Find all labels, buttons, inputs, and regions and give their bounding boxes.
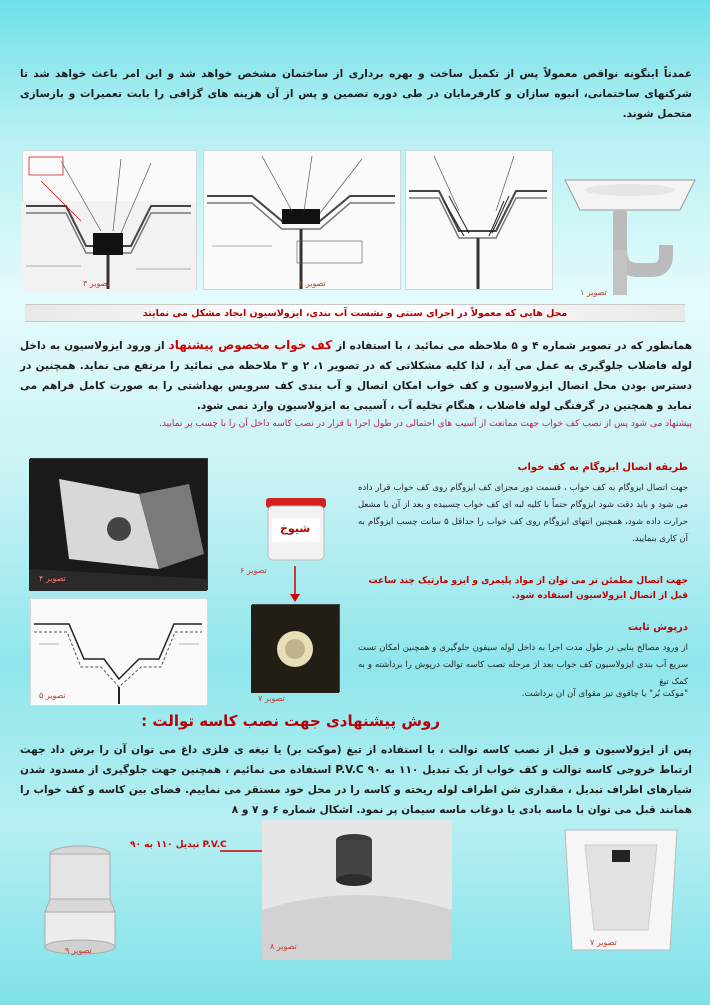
drain-cap-photo [252, 604, 340, 692]
figure-caption: تصویر ۹ [65, 946, 92, 955]
bottom-paragraph: پس از ایزولاسیون و قبل از نصب کاسه توالت ، با استفاده از تیغ (موکت بر) یا تیغه ی فلزی داغ می توان آن را برش داد جهت ارتباط خروجی کاسه توالت و کف خواب از یک تبدیل ۱۱۰ به ۹۰ P.V.C استفاده می نمائیم ، همچنین جهت جلوگیری از مسدود شدن شیارهای اطراف تبدیل ، مقداری شن اطراف لوله ریخته و کاسه را در محل خود مستقر می نماییم. فضای بین کاسه و کف خواب را همانند قبل می توان با ماسه بادی یا دوغاب ماسه سیمان پر نمود. اشکال شماره ۶ و ۷ و ۸ [20, 744, 693, 816]
section-heading: روش پیشنهادی جهت نصب کاسه توالت : [141, 712, 440, 730]
toilet-installation-photo [262, 820, 452, 960]
main-para-highlight: کف خواب مخصوص پیشنهاد [168, 338, 333, 352]
right-heading-3: درپوش ثابت [627, 622, 688, 633]
drain-cap-art [251, 605, 339, 693]
sectional-diagram-3 [404, 151, 552, 291]
right-text-3: "موکت بُر" یا چاقوی تیز مقوای آن ان برداشت. [521, 689, 688, 699]
right-text-1: جهت اتصال ایزوگام به کف خواب ، قسمت دور مجزای کف ایزوگام روی کف خواب قرار داده می شود و باید دقت شود ایزوگام حتماً با کلیه لبه ای کف خواب چسبیده و بعد از آن با مشعل حرارت داده شود، همچنین انتهای ایزوگام روی کف خواب را حداقل ۵ سانت چسب ایزوگام به آن کاری بنمایید. [358, 483, 688, 544]
pvc-reducer-photo [35, 842, 125, 957]
installation-photo [30, 458, 208, 590]
figure-caption: تصویر ۶ [240, 566, 267, 575]
figure-caption: تصویر ۴ [39, 574, 66, 583]
pvc-reducer-art [35, 842, 125, 957]
figure-caption: تصویر ۸ [270, 942, 297, 951]
right-heading-1: طریقه اتصال ایزوگام به کف خواب [517, 462, 688, 473]
jar-label: شیوخ [280, 522, 311, 535]
diagram-panel-middle [203, 150, 401, 290]
sectional-diagram-1 [21, 151, 196, 291]
floor-drain-product [560, 160, 700, 300]
figure-caption: تصویر ۷ [590, 938, 617, 947]
main-para-after: از ورود ایزولاسیون به داخل لوله فاضلاب جلوگیری به عمل می آید ، لذا کلیه مشکلاتی که در تصویر ۱، ۲ و ۳ ملاحظه می نمائید را مرتفع می نماید. همچنین در دسترس بودن محل اتصال ایزولاسیون و کف خواب امکان اتصال و آب بندی کف سرویس بهداشتی را به صورت کامل فراهم می نماید و همچنین در گرفتگی لوله فاضلاب ، هنگام تخلیه آب ، آسیبی به ایزولاسیون وارد نمی شود. [20, 340, 692, 412]
cross-section-diagram [30, 598, 208, 706]
installation-photo-art [29, 459, 207, 591]
toilet-bowl-art [560, 820, 682, 960]
figure-caption: تصویر ۷ [258, 694, 285, 703]
sectional-diagram-2 [202, 151, 400, 291]
toilet-bowl-photo [560, 820, 682, 960]
note-paragraph: پیشنهاد می شود پس از نصب کف خواب جهت ممانعت از آسیب های احتمالی در طول اجرا با قرار در نصب کاسه داخل آن را با چسب پر نمایید. [159, 419, 692, 429]
main-para-before: همانطور که در تصویر شماره ۴ و ۵ ملاحظه می نمائید ، با استفاده از [336, 340, 692, 352]
toilet-installation-art [262, 820, 452, 960]
floor-drain-illustration [560, 160, 700, 300]
main-paragraph [20, 335, 692, 416]
figure-caption: تصویر ۵ [39, 691, 66, 700]
figure-caption: تصویر ۲ [299, 279, 326, 288]
figure-caption: تصویر ۳ [83, 279, 110, 288]
problem-caption-strip: محل هایی که معمولاً در اجرای سنتی و نشست آب بندی، ایزولاسیون ایجاد مشکل می نمایند [25, 304, 685, 322]
pvc-reducer-label: تبدیل ۱۱۰ به ۹۰ P.V.C [130, 840, 227, 850]
intro-paragraph: عمدتاً اینگونه نواقص معمولاً پس از تکمیل ساخت و بهره برداری از ساختمان مشخص خواهد شد و این امر باعث خواهد شد تا شرکتهای ساختمانی، انبوه سازان و کارفرمایان در طی دوره تضمین و پس از آن هزینه های گزافی را بابت تعمیرات و بازسازی متحمل شوند. [20, 68, 692, 120]
diagram-panel-right [405, 150, 553, 290]
sealant-jar [262, 492, 330, 564]
right-heading-2: جهت اتصال مطمئن تر می توان از مواد پلیمری و ایزو مارتیک چند ساعت قبل از اتصال ایزولاسیون استفاده شود. [368, 576, 688, 601]
diagram-panel-left [22, 150, 197, 290]
arrow-down-icon [290, 566, 300, 602]
figure-caption: تصویر ۱ [580, 288, 607, 297]
right-text-2: از ورود مصالح بنایی در طول مدت اجرا به داخل لوله سیفون جلوگیری و همچنین امکان تست سریع آب بندی ایزولاسیون کف خواب بعد از مرحله نصب کاسه توالت درپوش را برداشته و به کمک تیغ [358, 643, 688, 687]
